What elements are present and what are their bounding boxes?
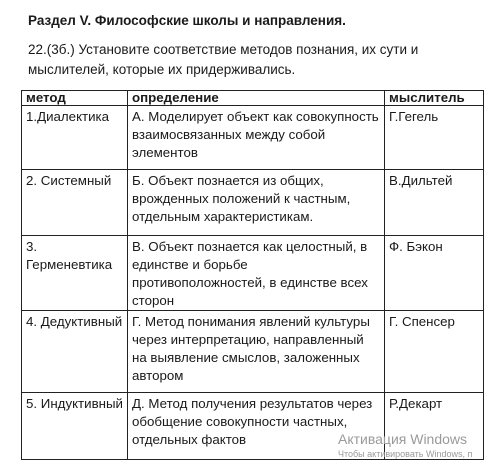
watermark-subtitle: Чтобы активировать Windows, п bbox=[338, 449, 473, 459]
method-cell: 3. Герменевтика bbox=[22, 236, 128, 311]
task-text: 22.(3б.) Установите соответствие методов познания, их сути и мыслителей, которые их придерживались. bbox=[28, 42, 419, 77]
method-cell: 2. Системный bbox=[22, 170, 128, 236]
table-row bbox=[22, 170, 484, 236]
method-cell: 5. Индуктивный bbox=[22, 393, 128, 460]
watermark-title: Активация Windows bbox=[338, 431, 468, 447]
table-row bbox=[22, 236, 484, 311]
method-cell: 1.Диалектика bbox=[22, 106, 128, 170]
matching-table bbox=[21, 90, 484, 460]
definition-cell: Б. Объект познается из общих, врожденных положений к частным, отдельным характеристикам. bbox=[128, 170, 385, 236]
thinker-cell: Р.Декарт bbox=[385, 393, 484, 460]
windows-activation-watermark bbox=[338, 430, 472, 460]
header-definition: определение bbox=[128, 91, 385, 106]
thinker-cell: Г.Гегель bbox=[385, 106, 484, 170]
definition-cell: Г. Метод понимания явлений культуры через интерпретацию, направленный на выявление смыслов, заложенных автором bbox=[128, 311, 385, 393]
thinker-cell: Г. Спенсер bbox=[385, 311, 484, 393]
section-title: Раздел V. Философские школы и направления. bbox=[28, 13, 346, 28]
table-row bbox=[22, 311, 484, 393]
definition-cell: В. Объект познается как целостный, в единстве и борьбе противоположностей, в единстве всех сторон bbox=[128, 236, 385, 311]
table-row bbox=[22, 106, 484, 170]
method-cell: 4. Дедуктивный bbox=[22, 311, 128, 393]
definition-cell: Д. Метод получения результатов через обобщение совокупности частных, отдельных фактов bbox=[128, 393, 385, 460]
thinker-cell: В.Дильтей bbox=[385, 170, 484, 236]
header-method: метод bbox=[22, 91, 128, 106]
header-thinker: мыслитель bbox=[385, 91, 484, 106]
table-header-row bbox=[22, 91, 484, 106]
definition-cell: А. Моделирует объект как совокупность взаимосвязанных между собой элементов bbox=[128, 106, 385, 170]
thinker-cell: Ф. Бэкон bbox=[385, 236, 484, 311]
